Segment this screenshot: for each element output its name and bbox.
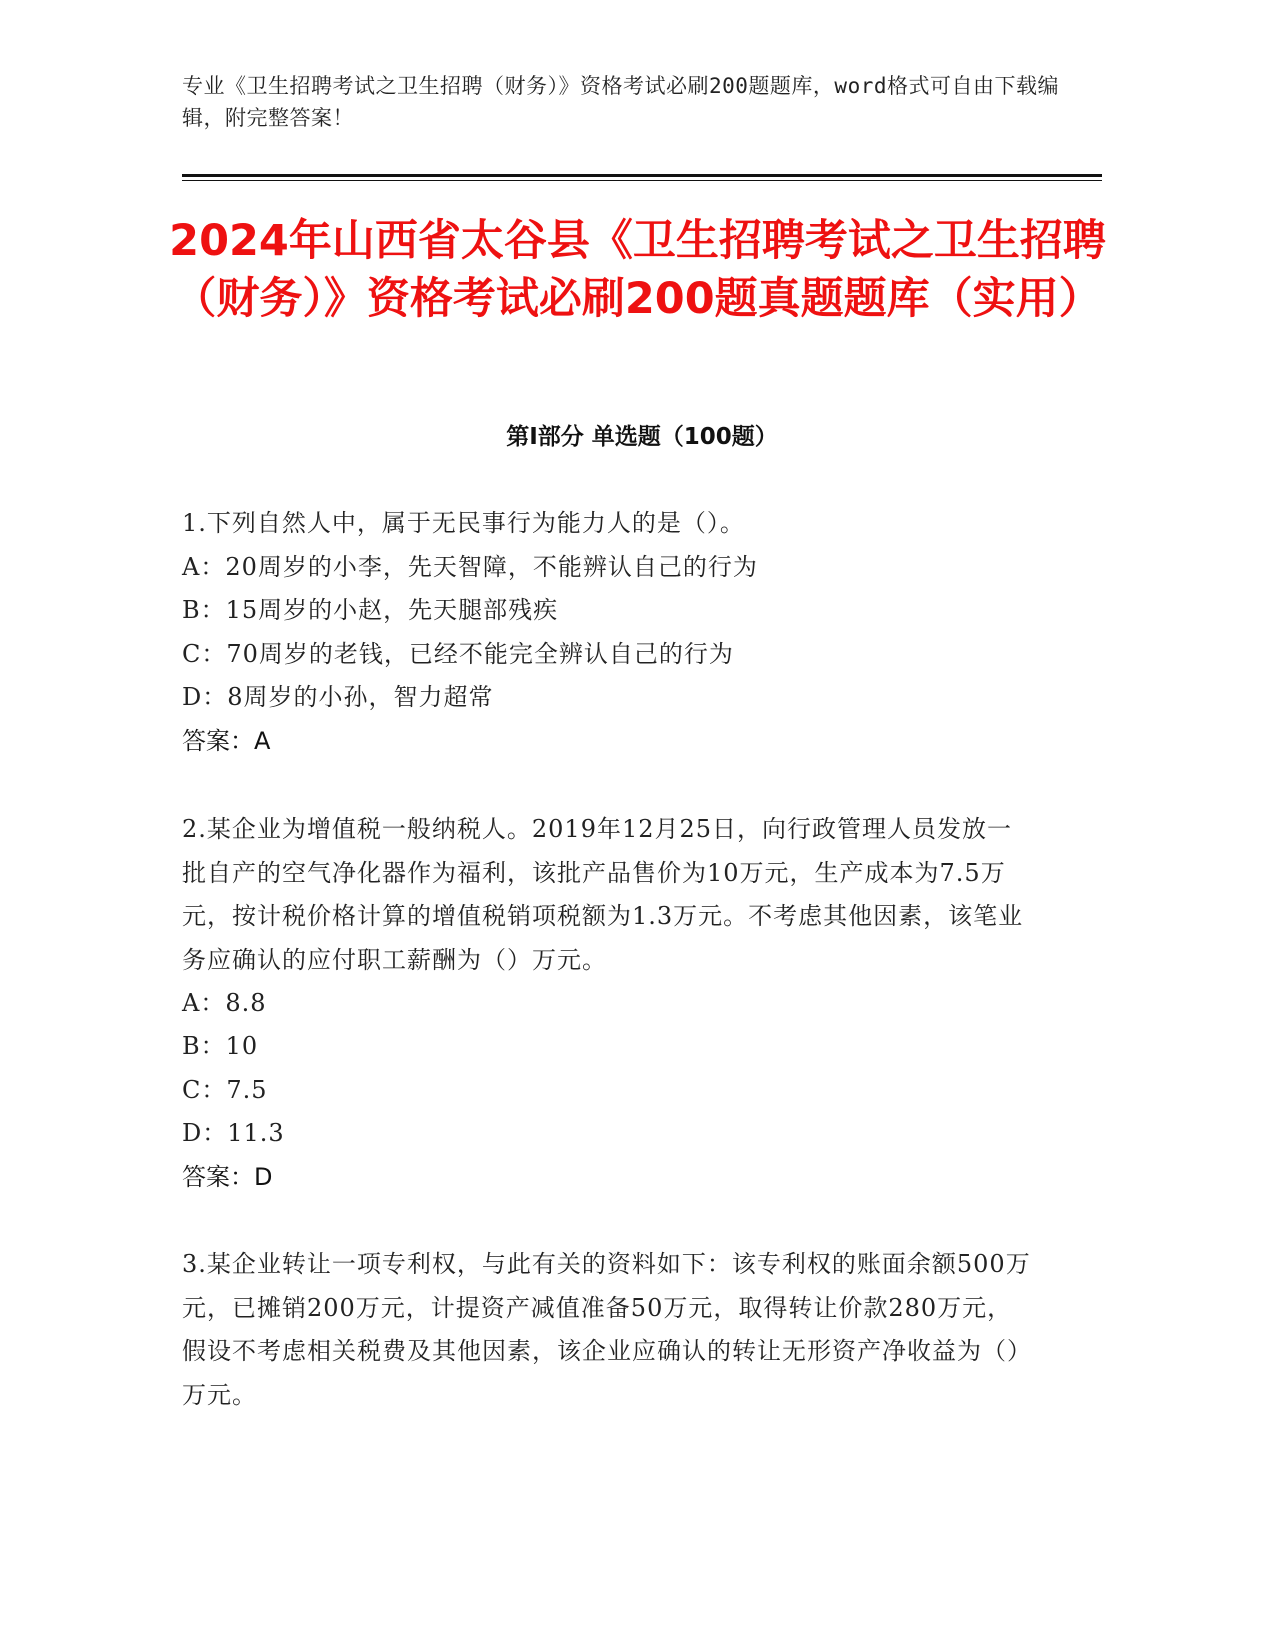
question-2-stem: 2.某企业为增值税一般纳税人。2019年12月25日，向行政管理人员发放一批自产的空气净化器作为福利，该批产品售价为10万元，生产成本为7.5万元，按计税价格计算的增值税销项税额为1.3万元。不考虑其他因素，该笔业务应确认的应付职工薪酬为（）万元。 xyxy=(182,815,1024,974)
question-3-stem: 3.某企业转让一项专利权，与此有关的资料如下：该专利权的账面余额500万元，已摊销200万元，计提资产减值准备50万元，取得转让价款280万元，假设不考虑相关税费及其他因素，该企业应确认的转让无形资产净收益为（）万元。 xyxy=(182,1250,1032,1409)
question-1-answer: 答案：A xyxy=(182,727,271,755)
question-2-option-a: A：8.8 xyxy=(182,989,267,1017)
question-1-stem: 1.下列自然人中，属于无民事行为能力人的是（）。 xyxy=(182,509,745,537)
question-2-answer: 答案：D xyxy=(182,1163,273,1191)
document-title: 2024年山西省太谷县《卫生招聘考试之卫生招聘（财务）》资格考试必刷200题真题题库（实用） xyxy=(169,216,1106,324)
header-note: 专业《卫生招聘考试之卫生招聘（财务）》资格考试必刷200题题库，word格式可自由下载编辑，附完整答案！ xyxy=(182,74,1059,130)
question-1-option-a: A：20周岁的小李，先天智障，不能辨认自己的行为 xyxy=(182,553,758,581)
header-divider-thin xyxy=(182,180,1102,181)
question-1-option-c: C：70周岁的老钱，已经不能完全辨认自己的行为 xyxy=(182,640,734,668)
question-1-option-b: B：15周岁的小赵，先天腿部残疾 xyxy=(182,596,559,624)
header-divider-thick xyxy=(182,174,1102,177)
question-2-option-c: C：7.5 xyxy=(182,1076,268,1104)
section-title: 第I部分 单选题（100题） xyxy=(506,424,778,450)
question-2-option-d: D：11.3 xyxy=(182,1119,285,1147)
question-1-option-d: D：8周岁的小孙，智力超常 xyxy=(182,683,494,711)
question-2-option-b: B：10 xyxy=(182,1032,259,1060)
